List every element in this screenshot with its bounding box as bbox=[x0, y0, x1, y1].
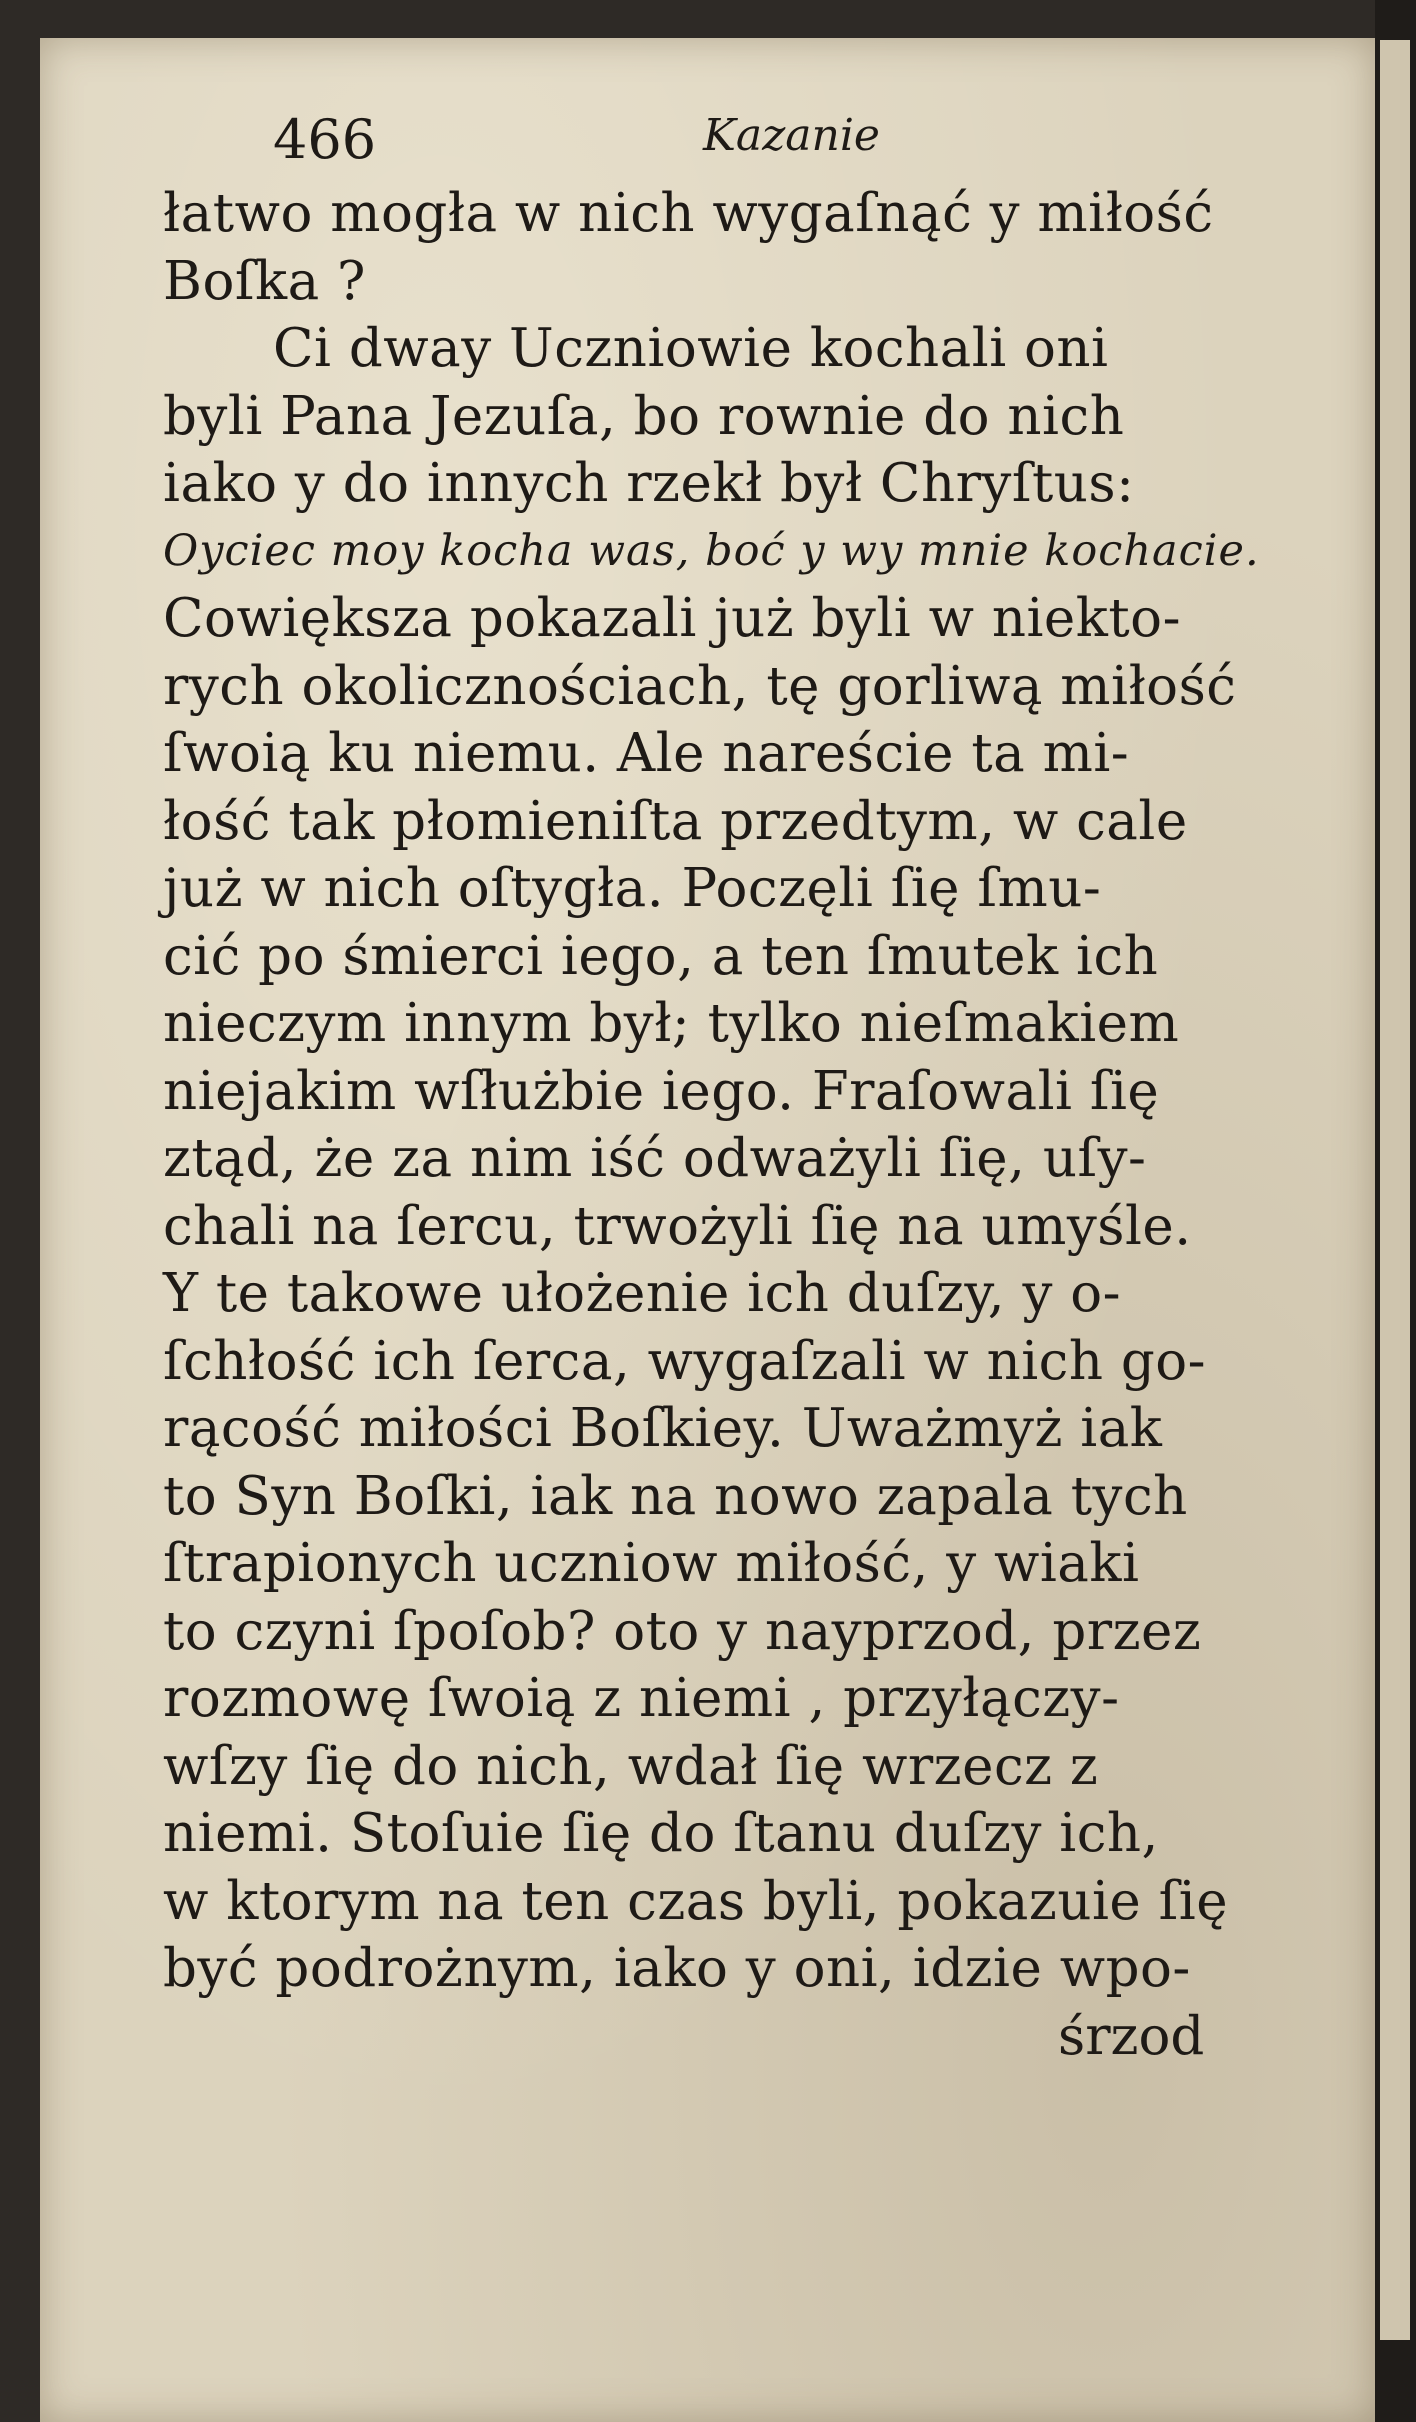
text-line: Ci dway Uczniowie kochali oni bbox=[273, 318, 1109, 379]
text-line: cić po śmierci iego, a ten ſmutek ich bbox=[163, 925, 1159, 987]
text-line: iako y do innych rzekł był Chryſtus: bbox=[163, 453, 1135, 514]
text-line: to Syn Boſki, iak na nowo zapala tych bbox=[163, 1465, 1188, 1527]
text-line: niemi. Stoſuie ſię do ſtanu duſzy ich, bbox=[163, 1803, 1159, 1864]
text-line: chali na ſercu, trwożyli ſię na umyśle. bbox=[163, 1195, 1192, 1257]
catchword: śrzod bbox=[1058, 2005, 1205, 2067]
text-line: ztąd, że za nim iść odważyli ſię, uſy- bbox=[163, 1128, 1147, 1189]
quotation-line: Oyciec moy kocha was, boć y wy mnie kochacie. bbox=[163, 525, 1260, 576]
text-line: Y te takowe ułożenie ich duſzy, y o- bbox=[163, 1263, 1122, 1324]
text-line: rych okolicznościach, tę gorliwą miłość bbox=[163, 655, 1237, 717]
text-line: Boſka ? bbox=[163, 250, 366, 312]
text-line: nieczym innym był; tylko nieſmakiem bbox=[163, 993, 1180, 1054]
text-line: byli Pana Jezuſa, bo rownie do nich bbox=[163, 385, 1125, 447]
running-head: Kazanie bbox=[703, 110, 880, 161]
text-line: Cowiększa pokazali już byli w niekto- bbox=[163, 588, 1181, 649]
text-line: łość tak płomieniſta przedtym, w cale bbox=[163, 790, 1188, 852]
text-line: w ktorym na ten czas byli, pokazuie ſię bbox=[163, 1870, 1229, 1932]
text-line: łatwo mogła w nich wygaſnąć y miłość bbox=[163, 183, 1214, 244]
text-line: ſtrapionych uczniow miłość, y wiaki bbox=[163, 1533, 1140, 1594]
text-line: ſchłość ich ſerca, wygaſzali w nich go- bbox=[163, 1330, 1207, 1392]
text-line: ſwoią ku niemu. Ale nareście ta mi- bbox=[163, 723, 1130, 784]
page-header bbox=[163, 100, 1313, 180]
text-line: rozmowę ſwoią z niemi , przyłączy- bbox=[163, 1668, 1120, 1729]
text-line: rącość miłości Boſkiey. Uważmyż iak bbox=[163, 1398, 1163, 1459]
text-line: wſzy ſię do nich, wdał ſię wrzecz z bbox=[163, 1735, 1099, 1797]
adjacent-page-edge bbox=[1380, 40, 1410, 2340]
text-line: być podrożnym, iako y oni, idzie wpo- bbox=[163, 1938, 1191, 1999]
text-line: niejakim wſłużbie iego. Fraſowali ſię bbox=[163, 1060, 1160, 1122]
text-line: to czyni ſpoſob? oto y nayprzod, przez bbox=[163, 1600, 1202, 1662]
page-text-block bbox=[163, 100, 1313, 2070]
page-number: 466 bbox=[273, 108, 377, 171]
text-line: już w nich oſtygła. Poczęli ſię ſmu- bbox=[163, 858, 1102, 919]
